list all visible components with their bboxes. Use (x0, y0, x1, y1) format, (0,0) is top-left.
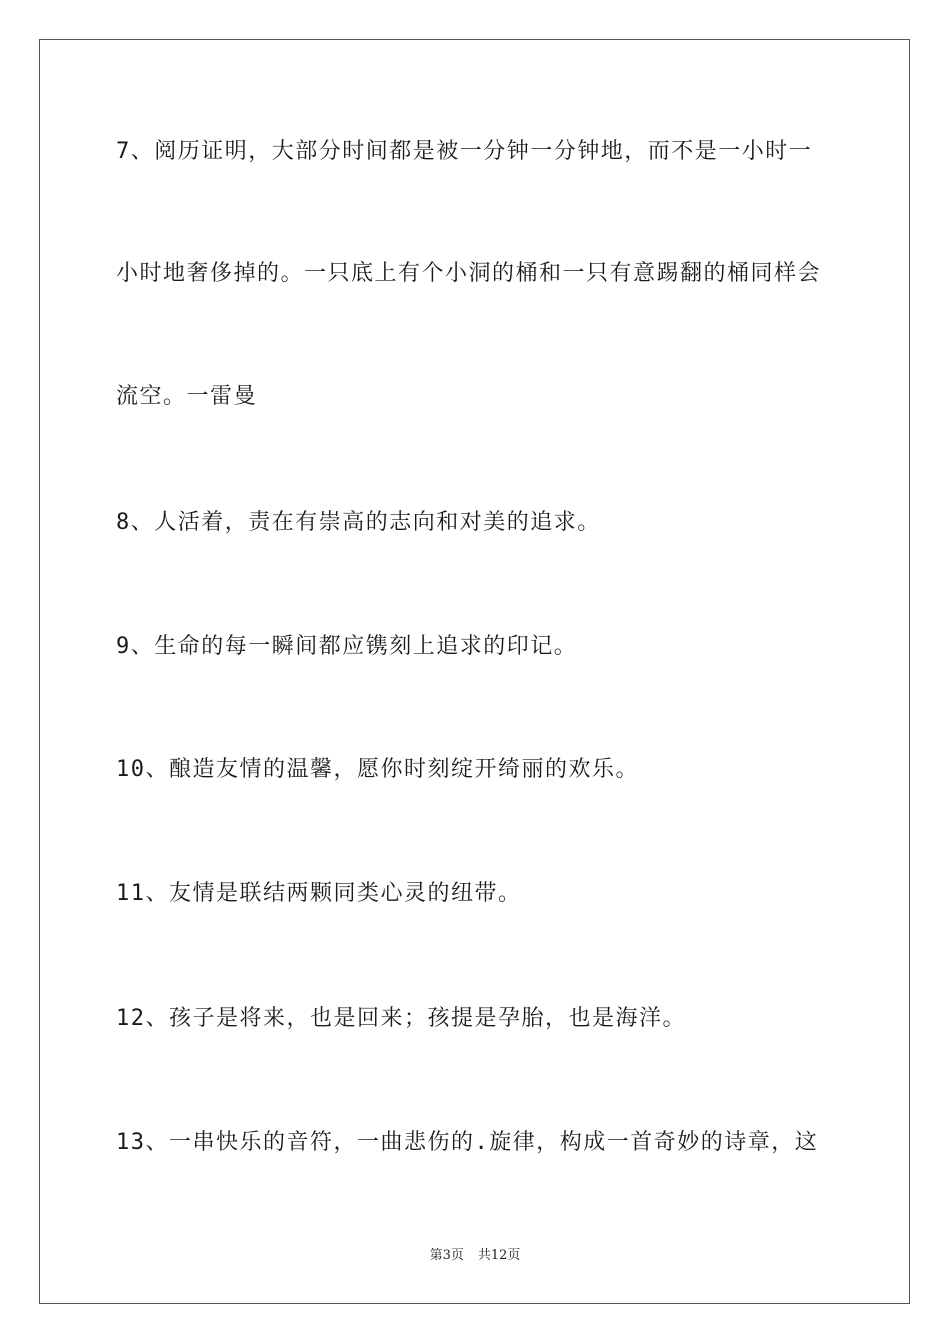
text-line: 10、酿造友情的温馨，愿你时刻绽开绮丽的欢乐。 (116, 757, 639, 782)
page-number-total: 共12页 (477, 1248, 521, 1263)
text-line: 11、友情是联结两颗同类心灵的纽带。 (116, 881, 522, 906)
text-line: 小时地奢侈掉的。一只底上有个小洞的桶和一只有意踢翻的桶同样会 (116, 261, 822, 286)
text-line: 8、人活着，责在有崇高的志向和对美的追求。 (116, 510, 601, 535)
page-frame (39, 39, 910, 1304)
text-line: 12、孩子是将来，也是回来；孩提是孕胎，也是海洋。 (116, 1006, 686, 1031)
text-line: 流空。一雷曼 (116, 384, 258, 409)
text-line: 9、生命的每一瞬间都应镌刻上追求的印记。 (116, 634, 578, 659)
page-footer (0, 1247, 950, 1265)
text-line: 7、阅历证明，大部分时间都是被一分钟一分钟地，而不是一小时一 (116, 139, 813, 164)
page-number-current: 第3页 (429, 1248, 464, 1263)
text-line: 13、一串快乐的音符，一曲悲伤的.旋律，构成一首奇妙的诗章，这 (116, 1130, 819, 1155)
